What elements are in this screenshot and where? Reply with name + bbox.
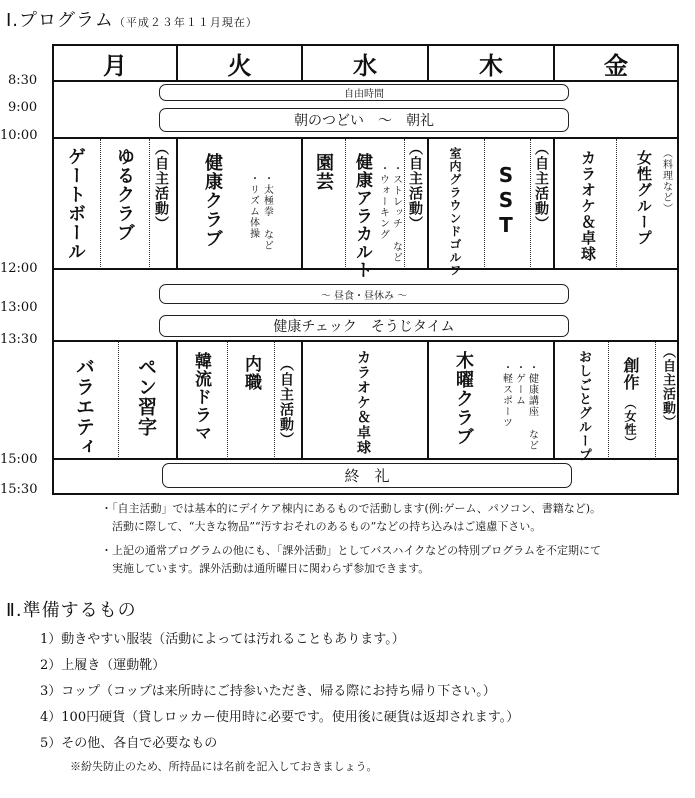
sosaku-detail: （女性） <box>623 397 637 449</box>
section1-subtitle: （平成２３年１１月現在） <box>113 16 258 29</box>
sub-col-line <box>530 139 531 267</box>
program-gateball: ゲートボール <box>65 147 86 261</box>
health-check-bar: 健康チェック そうじタイム <box>159 315 569 337</box>
program-korean-drama: 韓流ドラマ <box>191 352 211 442</box>
sub-col-line <box>149 139 150 267</box>
thursday-club-detail: ・ゲーム <box>513 362 525 406</box>
col-line <box>176 137 178 268</box>
time-0900: 9:00 <box>8 100 38 115</box>
closing-assembly-bar: 終 礼 <box>162 463 572 488</box>
alacarte-detail: ・ウォーキング <box>377 163 389 240</box>
program-self-activity: （自主活動） <box>278 357 294 447</box>
program-engei: 園芸 <box>313 153 334 191</box>
note-1-cont: 活動に際して、“大きな物品”“汚すおそれのあるもの”などの持ち込みはご遠慮下さい。 <box>112 520 542 533</box>
program-self-activity: （自主活動） <box>153 141 169 231</box>
prep-footnote: ※紛失防止のため、所持品には名前を記入しておきましょう。 <box>70 760 378 773</box>
prep-item-1: 1）動きやすい服装（活動によっては汚れることもあります。） <box>40 632 405 647</box>
sub-col-line <box>227 342 228 457</box>
row-line <box>52 137 679 139</box>
day-header-thu: 木 <box>479 51 503 80</box>
col-line <box>427 137 429 268</box>
time-1500: 15:00 <box>0 452 38 467</box>
women-group-detail: （料理など） <box>660 148 672 214</box>
prep-item-5: 5）その他、各自で必要なもの <box>40 736 218 751</box>
time-1200: 12:00 <box>0 261 38 276</box>
col-line <box>301 340 303 458</box>
kenko-club-detail: ・リズム体操 <box>247 173 259 239</box>
program-yuru-club: ゆるクラブ <box>114 147 135 242</box>
day-header-mon: 月 <box>103 51 127 80</box>
note-1: ・「自主活動」では基本的にデイケア棟内にあるもので活動します(例:ゲーム、パソコン、書籍など)。 <box>101 502 602 515</box>
sub-col-line <box>404 139 405 267</box>
row-line <box>52 340 679 342</box>
time-1000: 10:00 <box>0 128 38 143</box>
col-line <box>553 137 555 268</box>
program-self-activity: （自主活動） <box>660 345 675 429</box>
program-thursday-club: 木曜クラブ <box>453 351 474 446</box>
day-header-wed: 水 <box>353 51 377 80</box>
col-line <box>553 340 555 458</box>
note-2-cont: 実施しています。課外活動は通所曜日に関わらず参加できます。 <box>112 562 430 575</box>
sub-col-line <box>608 342 609 457</box>
program-karaoke-pingpong: カラオケ＆卓球 <box>579 150 597 262</box>
section1-title-text: Ⅰ.プログラム <box>6 10 114 31</box>
program-variety: バラエティ <box>73 357 95 457</box>
sub-col-line <box>484 139 485 267</box>
note-2: ・上記の通常プログラムの他にも、「課外活動」としてバスハイクなどの特別プログラムを不定期にて <box>101 544 602 557</box>
sub-col-line <box>274 342 275 457</box>
program-women-group: 女性グループ <box>635 150 653 246</box>
time-1330: 13:30 <box>0 332 38 347</box>
program-indoor-golf: 室内グラウンドゴルフ <box>448 147 462 277</box>
sub-col-line <box>655 342 656 457</box>
time-1300: 13:00 <box>0 300 38 315</box>
section1-title <box>6 6 258 32</box>
col-line <box>427 340 429 458</box>
prep-item-4: 4）100円硬貨（貸しロッカー使用時に必要です。使用後に硬貨は返却されます。） <box>40 710 520 725</box>
program-kenko-club: 健康クラブ <box>202 153 223 248</box>
section2-title: Ⅱ.準備するもの <box>6 600 137 621</box>
thursday-club-detail: ・軽スポーツ <box>500 362 512 428</box>
program-naishoku: 内職 <box>241 355 261 391</box>
day-header-tue: 火 <box>227 51 252 80</box>
day-header-fri: 金 <box>604 51 628 80</box>
prep-item-3: 3）コップ（コップは来所時にご持参いただき、帰る際にお持ち帰り下さい。） <box>40 684 496 699</box>
program-sst: SST <box>494 163 518 238</box>
alacarte-detail: ・ストレッチ など <box>390 163 402 263</box>
prep-item-2: 2）上履き（運動靴） <box>40 658 166 673</box>
kenko-club-detail: ・太極拳 など <box>261 173 273 251</box>
morning-assembly-bar: 朝のつどい 〜 朝礼 <box>159 108 569 132</box>
sub-col-line <box>118 342 119 457</box>
time-1530: 15:30 <box>0 482 38 497</box>
program-self-activity: （自主活動） <box>407 141 423 231</box>
lunch-bar: 〜 昼食・昼休み 〜 <box>159 284 569 304</box>
program-work-group: おしごとグループ <box>576 350 591 462</box>
time-0830: 8:30 <box>8 73 38 88</box>
program-karaoke-pingpong: カラオケ＆卓球 <box>355 350 371 455</box>
thursday-club-detail: ・健康講座 など <box>526 362 538 451</box>
sub-col-line <box>616 139 617 267</box>
col-line <box>301 137 303 268</box>
sub-col-line <box>345 139 346 267</box>
col-line <box>176 340 178 458</box>
sub-col-line <box>100 139 101 267</box>
program-kenko-alacarte: 健康アラカルト <box>352 153 372 279</box>
program-sosaku: 創作 <box>621 357 640 391</box>
free-time-bar: 自由時間 <box>159 84 569 101</box>
program-pen-calligraphy: ペン習字 <box>135 357 157 437</box>
program-self-activity: （自主活動） <box>533 141 549 231</box>
